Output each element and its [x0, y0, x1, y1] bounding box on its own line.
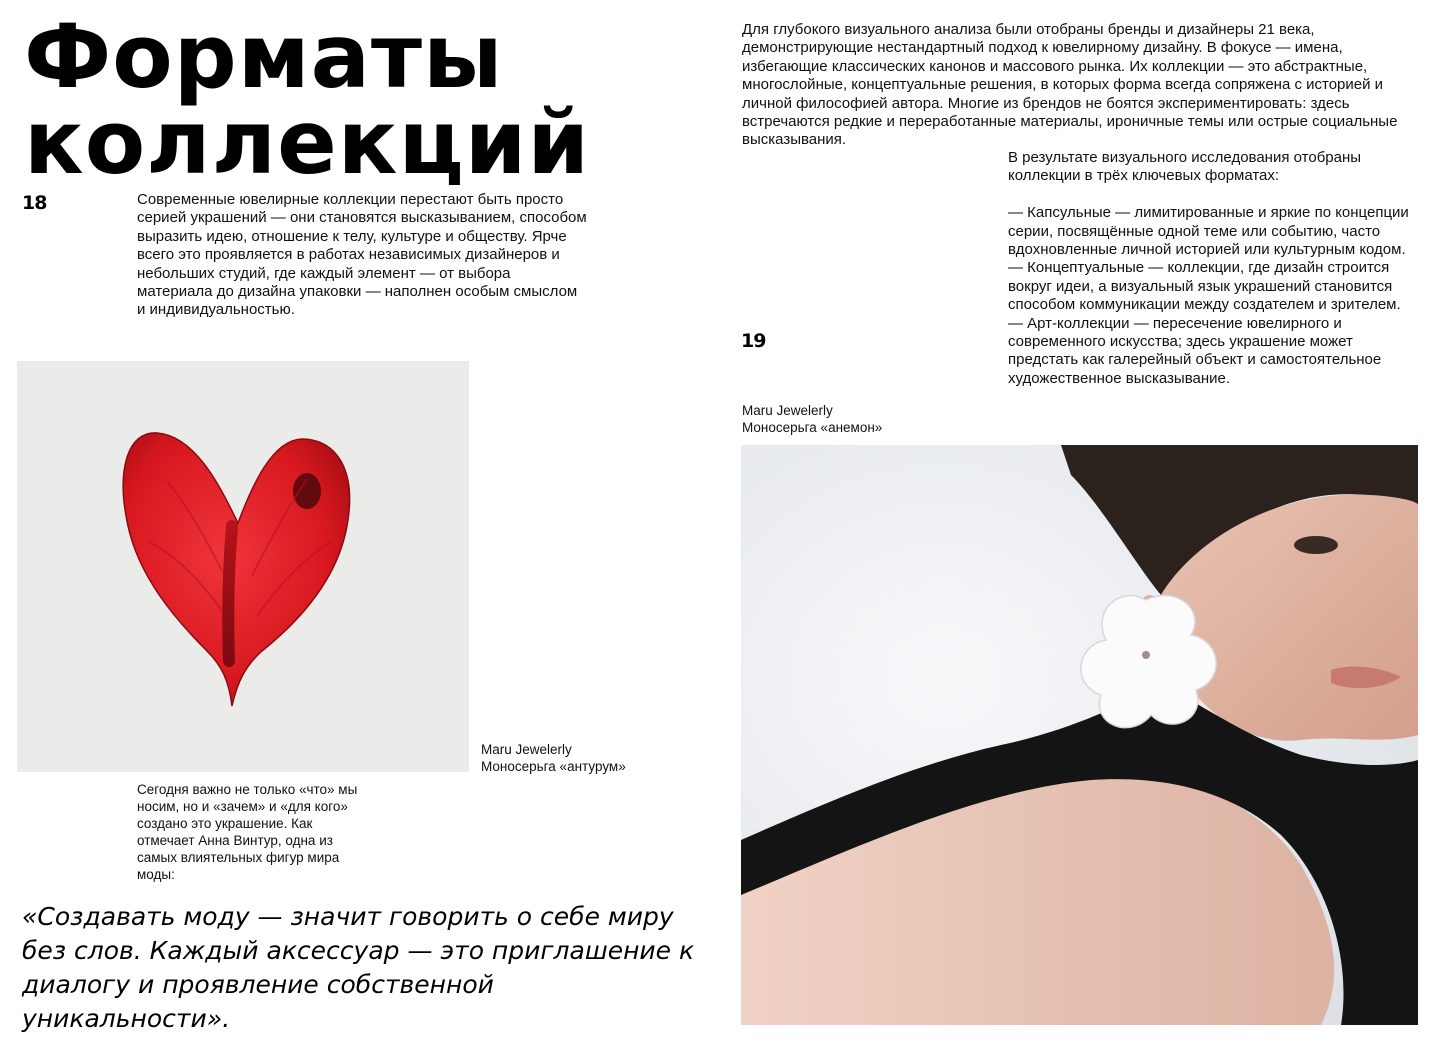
anemone-caption-brand: Maru Jewelerly	[742, 403, 833, 418]
anemone-earring-portrait-photo	[741, 445, 1418, 1025]
format-capsule: — Капсульные — лимитированные и яркие по концепции серии, посвящённые одной теме или событию, часто вдохновленные личной историей или культурным кодом.	[1008, 204, 1409, 259]
left-intro-paragraph: Современные ювелирные коллекции перестают быть просто серией украшений — они становятся высказыванием, способом выразить идею, отношение к телу, культуре и обществу. Ярче всего это проявляется в работах независимых дизайнеров и небольших студий, где каждый элемент — от выбора материала до дизайна упаковки — наполнен особым смыслом и индивидуальностью.	[137, 191, 587, 319]
anemone-caption	[742, 402, 882, 436]
anemone-caption-title: Моносерьга «анемон»	[742, 420, 883, 435]
anthurium-caption-title: Моносерьга «антурум»	[481, 759, 626, 774]
wintour-quote: «Создавать моду — значит говорить о себе миру без слов. Каждый аксессуар — это приглашение к диалогу и проявление собственной уникальности».	[22, 902, 695, 1033]
anthurium-caption	[481, 741, 626, 775]
anthurium-heart-image	[17, 361, 469, 772]
portrait-image	[741, 445, 1418, 1025]
anthurium-earring-photo	[17, 361, 469, 772]
page-number-right: 19	[741, 330, 766, 352]
page-title-line-2: коллекций	[24, 91, 591, 194]
right-intro-paragraph: Для глубокого визуального анализа были отобраны бренды и дизайнеры 21 века, демонстрирующие нестандартный подход к ювелирному дизайну. В фокусе — имена, избегающие классических канонов и массового рынка. Их коллекции — это абстрактные, многослойные, концептуальные решения, в которых форма всегда сопряжена с историей и личной философией автора. Многие из брендов не боятся экспериментировать: здесь встречаются редкие и переработанные материалы, ироничные темы или острые социальные высказывания.	[742, 21, 1398, 149]
page-title	[24, 5, 591, 194]
page-number-left: 18	[22, 192, 47, 214]
formats-spacer	[1008, 186, 1420, 204]
format-art: — Арт-коллекции — пересечение ювелирного и современного искусства; здесь украшение может предстать как галерейный объект и самостоятельное художественное высказывание.	[1008, 314, 1382, 387]
formats-intro: В результате визуального исследования отобраны коллекции в трёх ключевых форматах:	[1008, 149, 1362, 185]
format-conceptual: — Концептуальные — коллекции, где дизайн строится вокруг идеи, а визуальный язык украшений становится способом коммуникации между создателем и зрителем.	[1008, 259, 1401, 314]
collection-formats-text	[1008, 149, 1420, 388]
wintour-intro-text: Сегодня важно не только «что» мы носим, но и «зачем» и «для кого» создано это украшение. Как отмечает Анна Винтур, одна из самых влиятельных фигур мира моды:	[137, 782, 358, 882]
anthurium-caption-brand: Maru Jewelerly	[481, 742, 572, 757]
page-title-line-1: Форматы	[24, 5, 504, 108]
